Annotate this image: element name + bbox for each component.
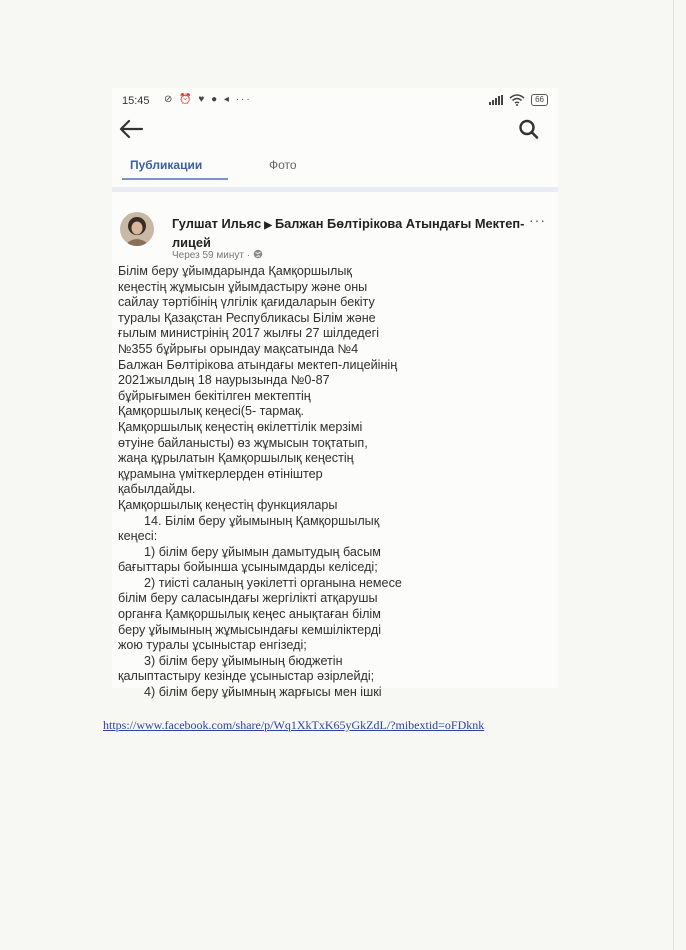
- top-bar: [112, 114, 558, 144]
- post-line: 2) тиісті саланың уәкілетті органына немесе: [144, 575, 402, 590]
- author-name[interactable]: Гулшат Ильяс: [172, 216, 262, 231]
- post-line: білім беру саласындағы жергілікті атқарушы: [118, 591, 378, 606]
- post-line: Қамқоршылық кеңестің өкілеттілік мерзімі: [118, 419, 363, 434]
- target-page-name[interactable]: Балжан Бөлтірікова Атындағы Мектеп-лицей: [172, 216, 525, 250]
- battery-icon: 66: [531, 94, 548, 106]
- post-timestamp: Через 59 минут ·: [172, 249, 263, 261]
- post-line: Қамқоршылық кеңестің функциялары: [118, 497, 338, 512]
- post-line: органға Қамқоршылық кеңес анықтаған білім: [118, 607, 381, 622]
- search-icon[interactable]: [516, 118, 542, 140]
- section-divider: [112, 187, 558, 192]
- post-line: өтуіне байланысты) өз жұмысын тоқтатып,: [118, 435, 368, 450]
- avatar[interactable]: [120, 212, 154, 246]
- post-line: кеңесі:: [118, 529, 158, 544]
- source-link[interactable]: https://www.facebook.com/share/p/Wq1XkTxK65yGkZdL/?mibextid=oFDknk: [103, 718, 485, 732]
- post-line: 14. Білім беру ұйымының Қамқоршылық: [144, 513, 380, 528]
- signal-icon: [489, 95, 503, 105]
- post-line: бағыттары бойынша ұсынымдарды келіседі;: [118, 560, 378, 575]
- post-line: Қамқоршылық кеңесі(5- тармақ.: [118, 404, 304, 419]
- post-header: [112, 206, 558, 264]
- post-line: 3) білім беру ұйымының бюджетін: [144, 653, 343, 668]
- post-line: туралы Қазақстан Республикасы Білім және: [118, 310, 376, 325]
- notification-icons: ⊘ ⏰ ♥ ● ◂ ···: [164, 94, 252, 105]
- post-line: 2021жылдың 18 наурызында №0-87: [118, 373, 330, 388]
- post-line: құрамына үміткерлерден өтініштер: [118, 466, 323, 481]
- post-line: қалыптастыру кезінде ұсыныстар әзірлейді;: [118, 669, 375, 684]
- back-arrow-icon[interactable]: [118, 118, 144, 140]
- post-line: қабылдайды.: [118, 482, 196, 497]
- tab-photo[interactable]: Фото: [269, 158, 297, 172]
- tab-posts[interactable]: Публикации: [130, 158, 203, 172]
- post-line: Білім беру ұйымдарында Қамқоршылық: [118, 264, 352, 278]
- post-line: 4) білім беру ұйымның жарғысы мен ішкі: [144, 685, 382, 700]
- status-bar: [112, 88, 558, 114]
- active-tab-indicator: [122, 178, 228, 180]
- post-line: Балжан Бөлтірікова атындағы мектеп-лицейінің: [118, 357, 398, 372]
- globe-icon: [253, 249, 263, 259]
- share-arrow-icon: ▶: [264, 220, 272, 231]
- post-body: [118, 264, 552, 701]
- post-line: жою туралы ұсыныстар енгізеді;: [118, 638, 307, 653]
- post-line: сайлау тәртібінің үлгілік қағидаларын бекіту: [118, 295, 375, 310]
- post-line: кеңестің жұмысын ұйымдастыру және оны: [118, 279, 368, 294]
- post-line: жаңа құрылатын Қамқоршылық кеңестің: [118, 451, 354, 466]
- status-right: [489, 94, 548, 106]
- post-line: №355 бұйрығы орындау мақсатында №4: [118, 341, 359, 356]
- post-line: бұйрығымен бекітілген мектептің: [118, 388, 311, 403]
- page-edge: [673, 0, 674, 950]
- phone-screenshot: [112, 88, 558, 700]
- profile-tabs: [112, 150, 558, 180]
- post-author-line: [172, 215, 532, 251]
- wifi-icon: [509, 94, 525, 106]
- status-time: 15:45: [122, 95, 150, 107]
- post-line: ғылым министрінің 2017 жылғы 27 шілдедегі: [118, 326, 380, 341]
- post-line: беру ұйымының жұмысындағы кемшіліктерді: [118, 622, 382, 637]
- more-options-icon[interactable]: ···: [529, 212, 546, 228]
- post-line: 1) білім беру ұйымын дамытудың басым: [144, 544, 381, 559]
